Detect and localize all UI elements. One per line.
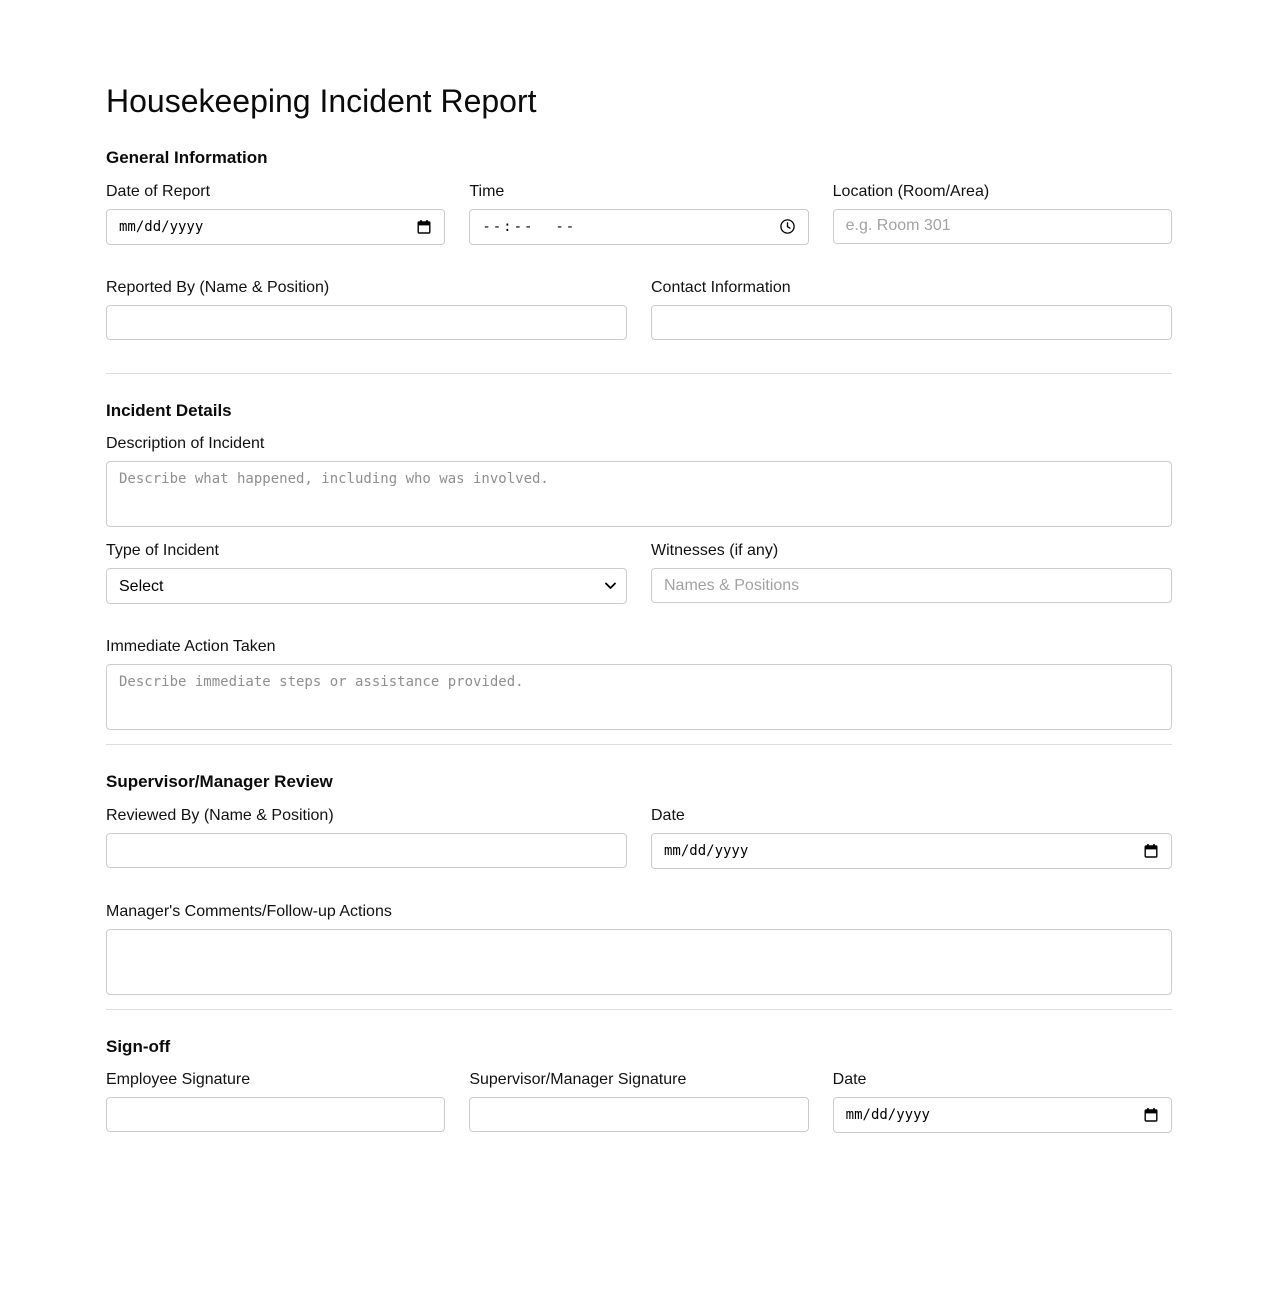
location-input[interactable] (833, 209, 1172, 244)
section-heading-signoff: Sign-off (106, 1036, 171, 1056)
signoff-date-label: Date (832, 1070, 867, 1088)
general-row-2 (106, 278, 1172, 340)
supervisor-signature-input[interactable] (469, 1097, 808, 1132)
incident-report-form (106, 0, 1172, 1293)
field-supervisor-signature (469, 1070, 808, 1133)
incident-row (106, 541, 1172, 604)
type-of-incident-select[interactable] (106, 568, 627, 604)
date-of-report-value: mm/dd/yyyy (119, 218, 204, 235)
review-date-input[interactable] (651, 833, 1172, 869)
section-divider (106, 744, 1172, 745)
employee-signature-label: Employee Signature (106, 1070, 251, 1088)
field-contact (651, 278, 1172, 340)
field-signoff-date (833, 1070, 1172, 1133)
signoff-date-value: mm/dd/yyyy (845, 1106, 930, 1123)
contact-label: Contact Information (651, 278, 791, 296)
field-type-of-incident (106, 541, 627, 604)
field-reported-by (106, 278, 627, 340)
location-label: Location (Room/Area) (832, 182, 990, 200)
field-description (106, 434, 1172, 527)
field-reviewed-by (106, 806, 627, 869)
date-of-report-label: Date of Report (106, 182, 211, 200)
time-value: --:-- -- (482, 218, 577, 235)
review-row (106, 806, 1172, 869)
page-title: Housekeeping Incident Report (106, 83, 537, 119)
section-divider (106, 1009, 1172, 1010)
section-heading-incident: Incident Details (106, 400, 232, 420)
field-review-date (651, 806, 1172, 869)
reported-by-input[interactable] (106, 305, 627, 340)
field-immediate-action (106, 637, 1172, 730)
immediate-action-label: Immediate Action Taken (106, 638, 276, 656)
time-input[interactable] (469, 209, 808, 245)
immediate-action-textarea[interactable] (106, 664, 1172, 730)
contact-input[interactable] (651, 305, 1172, 340)
field-date-of-report (106, 182, 445, 245)
witnesses-input[interactable] (651, 568, 1172, 603)
calendar-icon[interactable] (1143, 1107, 1159, 1123)
employee-signature-input[interactable] (106, 1097, 445, 1132)
calendar-icon[interactable] (416, 219, 432, 235)
section-heading-review: Supervisor/Manager Review (106, 772, 333, 792)
reviewed-by-input[interactable] (106, 833, 627, 868)
time-label: Time (469, 182, 505, 200)
field-location (833, 182, 1172, 245)
supervisor-signature-label: Supervisor/Manager Signature (469, 1070, 687, 1088)
clock-icon[interactable] (779, 218, 796, 235)
field-witnesses (651, 541, 1172, 604)
signoff-date-input[interactable] (833, 1097, 1172, 1133)
field-time (469, 182, 808, 245)
field-employee-signature (106, 1070, 445, 1133)
section-divider (106, 373, 1172, 374)
reported-by-label: Reported By (Name & Position) (106, 278, 330, 296)
review-date-label: Date (651, 806, 685, 824)
description-label: Description of Incident (106, 435, 265, 453)
type-of-incident-label: Type of Incident (106, 542, 219, 560)
signoff-row (106, 1070, 1172, 1133)
general-row-1 (106, 182, 1172, 245)
manager-comments-textarea[interactable] (106, 929, 1172, 995)
witnesses-label: Witnesses (if any) (651, 542, 779, 560)
reviewed-by-label: Reviewed By (Name & Position) (106, 806, 334, 824)
description-textarea[interactable] (106, 461, 1172, 527)
manager-comments-label: Manager's Comments/Follow-up Actions (106, 902, 392, 920)
section-heading-general: General Information (106, 148, 268, 168)
field-manager-comments (106, 902, 1172, 995)
review-date-value: mm/dd/yyyy (664, 842, 749, 859)
date-of-report-input[interactable] (106, 209, 445, 245)
calendar-icon[interactable] (1143, 843, 1159, 859)
type-of-incident-select-wrap (106, 568, 627, 604)
